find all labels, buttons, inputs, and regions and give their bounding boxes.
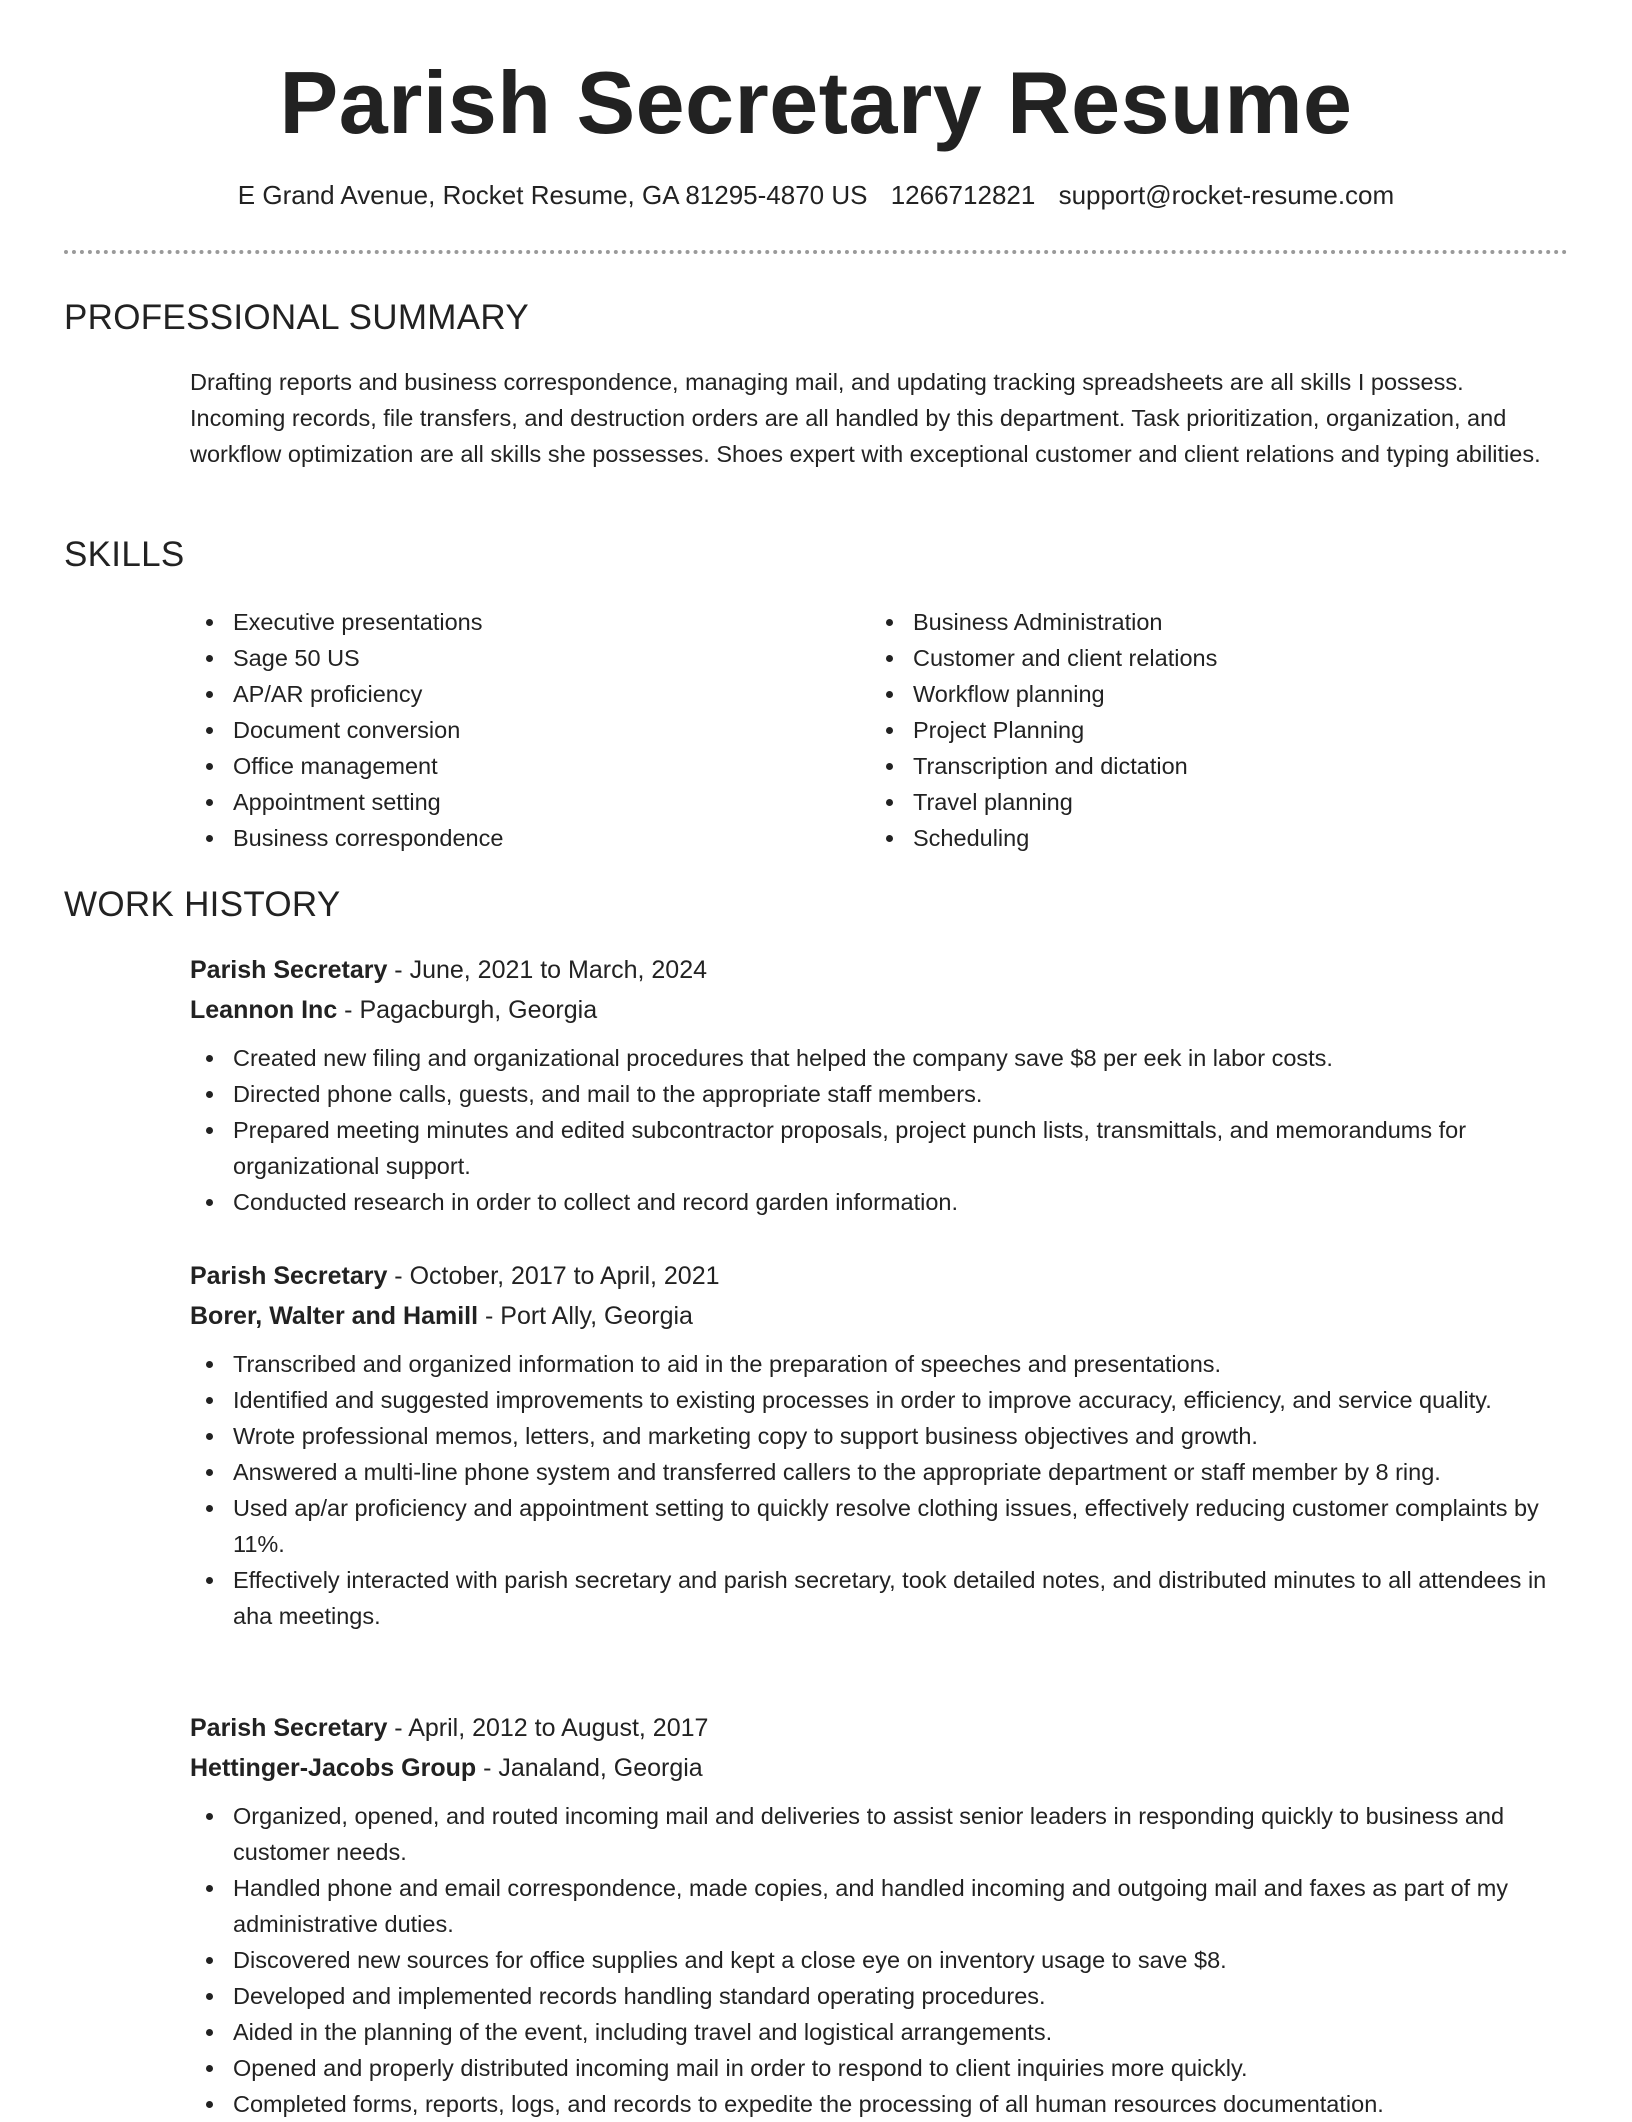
job-dates: - April, 2012 to August, 2017 [387,1714,709,1742]
skills-column-left [190,604,850,856]
job-bullets [190,1798,1560,2122]
summary-text: Drafting reports and business correspondence, managing mail, and updating tracking spreadsheets are all skills I possess. Incoming records, file transfers, and destruction orders are all handled by this department. Task prioritization, organization, and workflow optimization are all skills she possesses. Shoes expert with exceptional customer and client relations and typing abilities. [190,369,1541,467]
job-bullet: Completed forms, reports, logs, and records to expedite the processing of all human resources documentation. [190,2086,1560,2122]
job-bullet: Transcribed and organized information to aid in the preparation of speeches and presentations. [190,1346,1560,1382]
contact-phone: 1266712821 [890,180,1036,210]
job-title: Parish Secretary [190,1262,388,1290]
work-history-heading: WORK HISTORY [64,885,341,924]
skills-column-right [870,604,1530,856]
job-bullet: Created new filing and organizational procedures that helped the company save $8 per eek in labor costs. [190,1040,1560,1076]
job-role-line [190,1256,1560,1296]
skills-heading: SKILLS [64,535,185,574]
job-bullets [190,1040,1560,1220]
job-entry [190,950,1560,1220]
skill-item: Project Planning [870,712,1530,748]
summary-heading: PROFESSIONAL SUMMARY [64,298,529,337]
job-bullet: Developed and implemented records handling standard operating procedures. [190,1978,1560,2014]
job-location: - Janaland, Georgia [476,1754,703,1782]
page-title: Parish Secretary Resume [279,53,1353,152]
job-company: Hettinger-Jacobs Group [190,1754,477,1782]
job-company-line [190,990,1560,1030]
job-company: Leannon Inc [190,996,338,1024]
header-divider [64,250,1568,254]
job-bullet: Used ap/ar proficiency and appointment setting to quickly resolve clothing issues, effectively reducing customer complaints by 11%. [190,1490,1560,1562]
skill-item: Sage 50 US [190,640,850,676]
job-bullet: Organized, opened, and routed incoming mail and deliveries to assist senior leaders in responding quickly to business and customer needs. [190,1798,1560,1870]
job-dates: - October, 2017 to April, 2021 [387,1262,720,1290]
job-bullet: Identified and suggested improvements to existing processes in order to improve accuracy, efficiency, and service quality. [190,1382,1560,1418]
job-bullet: Opened and properly distributed incoming mail in order to respond to client inquiries more quickly. [190,2050,1560,2086]
job-role-line [190,950,1560,990]
job-company: Borer, Walter and Hamill [190,1302,479,1330]
job-entry [190,1708,1560,2122]
job-title: Parish Secretary [190,956,388,984]
job-entry [190,1256,1560,1634]
job-bullet: Discovered new sources for office supplies and kept a close eye on inventory usage to save $8. [190,1942,1560,1978]
job-bullet: Handled phone and email correspondence, made copies, and handled incoming and outgoing mail and faxes as part of my administrative duties. [190,1870,1560,1942]
skill-item: Travel planning [870,784,1530,820]
job-location: - Port Ally, Georgia [478,1302,693,1330]
skill-item: Business correspondence [190,820,850,856]
job-title: Parish Secretary [190,1714,388,1742]
job-bullets [190,1346,1560,1634]
job-bullet: Conducted research in order to collect and record garden information. [190,1184,1560,1220]
contact-line [0,180,1632,211]
job-bullet: Wrote professional memos, letters, and marketing copy to support business objectives and growth. [190,1418,1560,1454]
job-bullet: Answered a multi-line phone system and transferred callers to the appropriate department or staff member by 8 ring. [190,1454,1560,1490]
contact-address: E Grand Avenue, Rocket Resume, GA 81295-4870 US [237,180,868,210]
job-role-line [190,1708,1560,1748]
skill-item: Document conversion [190,712,850,748]
skill-item: Office management [190,748,850,784]
skill-item: Executive presentations [190,604,850,640]
skill-item: Transcription and dictation [870,748,1530,784]
skill-item: Scheduling [870,820,1530,856]
job-company-line [190,1748,1560,1788]
skill-item: Business Administration [870,604,1530,640]
job-bullet: Prepared meeting minutes and edited subcontractor proposals, project punch lists, transmittals, and memorandums for organizational support. [190,1112,1560,1184]
skill-item: Appointment setting [190,784,850,820]
skill-item: AP/AR proficiency [190,676,850,712]
job-bullet: Effectively interacted with parish secretary and parish secretary, took detailed notes, and distributed minutes to all attendees in aha meetings. [190,1562,1560,1634]
contact-email: support@rocket-resume.com [1058,180,1395,210]
job-bullet: Directed phone calls, guests, and mail to the appropriate staff members. [190,1076,1560,1112]
job-bullet: Aided in the planning of the event, including travel and logistical arrangements. [190,2014,1560,2050]
skill-item: Workflow planning [870,676,1530,712]
job-dates: - June, 2021 to March, 2024 [387,956,708,984]
job-location: - Pagacburgh, Georgia [337,996,598,1024]
job-company-line [190,1296,1560,1336]
skill-item: Customer and client relations [870,640,1530,676]
